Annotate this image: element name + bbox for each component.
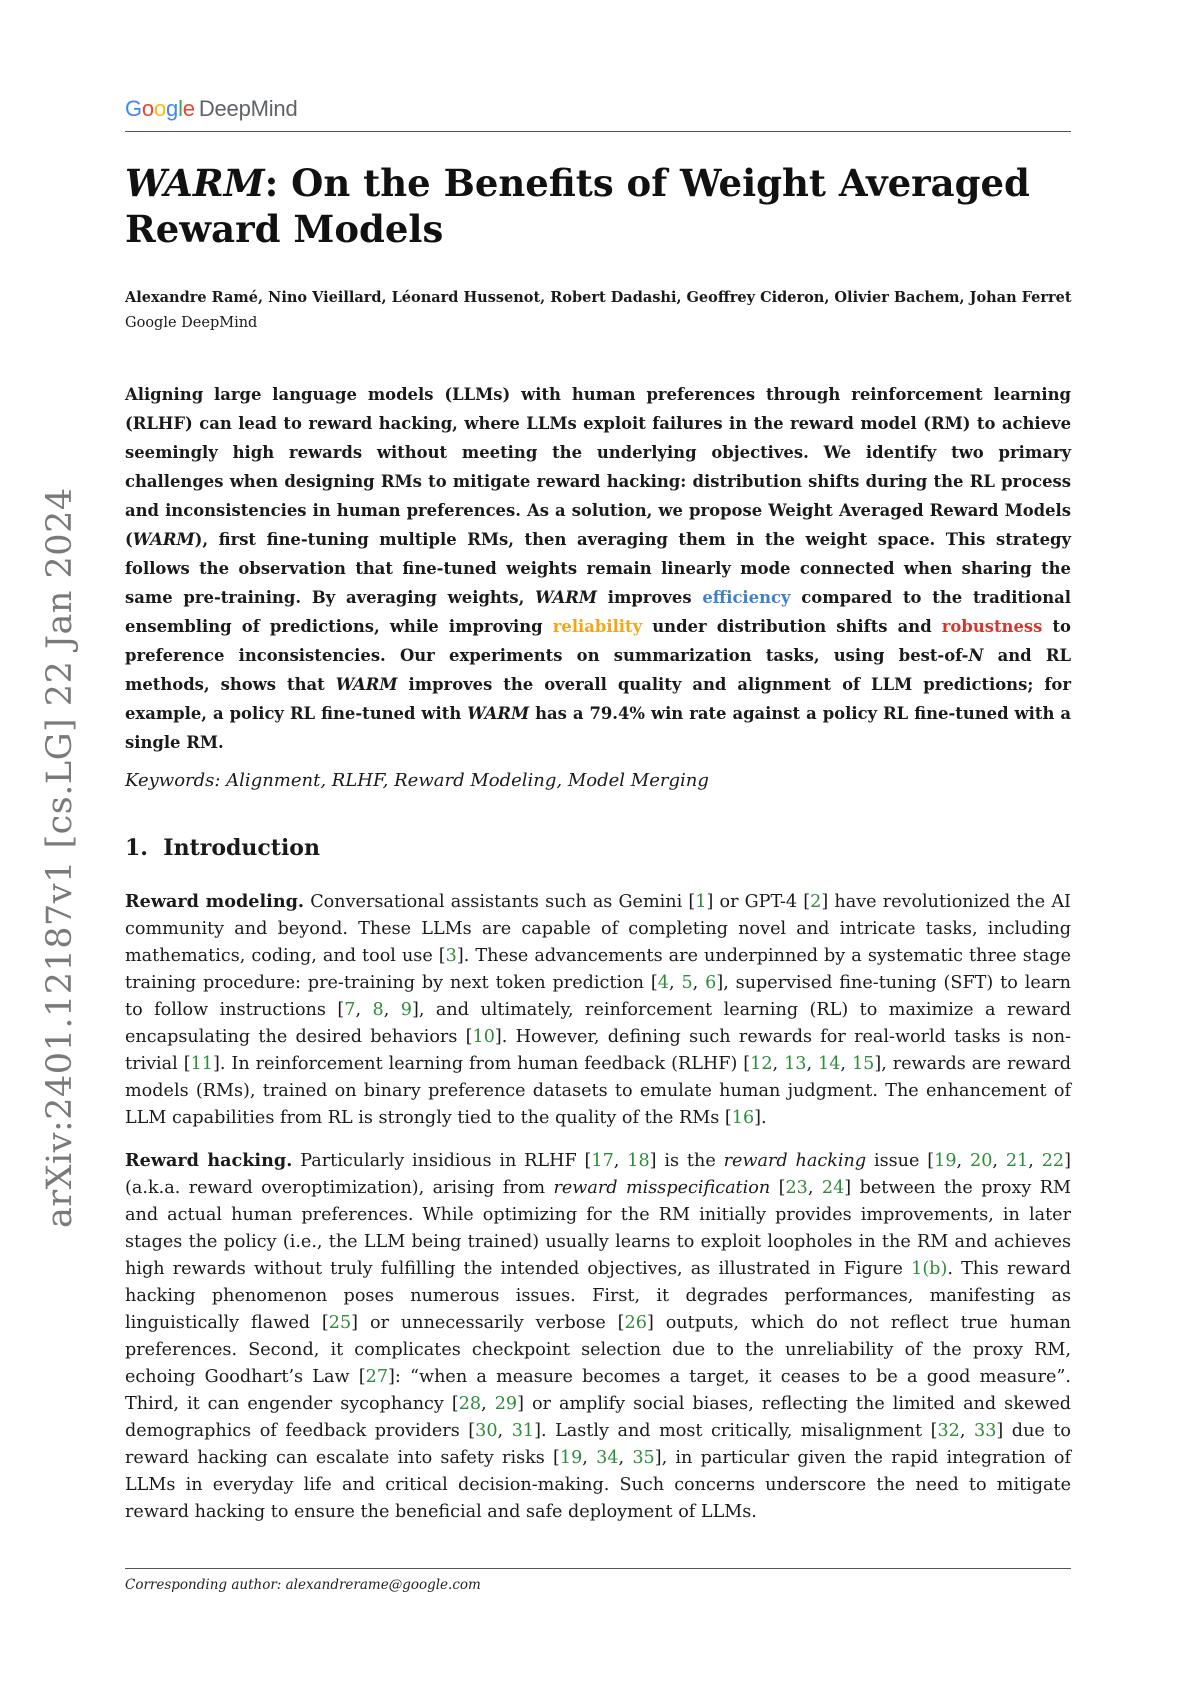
citation-link[interactable]: 12 [750, 1054, 773, 1074]
citation-link[interactable]: 31 [511, 1421, 535, 1441]
citation-link[interactable]: 27 [365, 1367, 389, 1387]
citation-link[interactable]: 34 [596, 1448, 619, 1468]
citation-link[interactable]: 3 [445, 946, 457, 966]
google-deepmind-logo: Google DeepMind [125, 96, 298, 121]
citation-link[interactable]: 9 [400, 1000, 412, 1020]
citation-link[interactable]: 33 [974, 1421, 997, 1441]
citation-link[interactable]: 4 [657, 973, 669, 993]
figure-reference-link[interactable]: 1(b) [911, 1259, 948, 1279]
efficiency-highlight: efficiency [702, 588, 791, 607]
citation-link[interactable]: 10 [472, 1027, 495, 1047]
citation-link[interactable]: 24 [821, 1178, 845, 1198]
title-line1-rest: : On the Benefits of Weight Averaged [264, 161, 1030, 205]
citation-link[interactable]: 19 [934, 1151, 957, 1171]
citation-link[interactable]: 11 [190, 1054, 213, 1074]
title-line2: Reward Models [125, 207, 444, 251]
robustness-highlight: robustness [941, 617, 1043, 636]
citation-link[interactable]: 25 [328, 1313, 352, 1333]
paragraph-reward-modeling: Reward modeling. Conversational assistants such as Gemini [1] or GPT-4 [2] have revolutionized the AI community and beyond. These LLMs are capable of completing novel and intricate tasks, including mathematics, coding, and tool use [3]. These advancements are underpinned by a systematic three stage training procedure: pre-training by next token prediction [4, 5, 6], supervised fine-tuning (SFT) to learn to follow instructions [7, 8, 9], and ultimately, reinforcement learning (RL) to maximize a reward encapsulating the desired behaviors [10]. However, defining such rewards for real-world tasks is non-trivial [11]. In reinforcement learning from human feedback (RLHF) [12, 13, 14, 15], rewards are reward models (RMs), trained on binary preference datasets to emulate human judgment. The enhancement of LLM capabilities from RL is strongly tied to the quality of the RMs [16]. [125, 891, 1072, 1128]
citation-link[interactable]: 17 [591, 1151, 614, 1171]
citation-link[interactable]: 18 [627, 1151, 650, 1171]
citation-link[interactable]: 8 [372, 1000, 384, 1020]
paragraph-heading: Reward modeling. [125, 891, 305, 912]
footnote-divider [125, 1568, 1071, 1569]
citation-link[interactable]: 7 [344, 1000, 356, 1020]
citation-link[interactable]: 14 [818, 1054, 841, 1074]
paper-title [125, 160, 1075, 252]
paragraph-reward-hacking: Reward hacking. Particularly insidious in RLHF [17, 18] is the reward hacking issue [19, 20, 21, 22] (a.k.a. reward overoptimization), arising from reward misspecification [23, 24] between the proxy RM and actual human preferences. While optimizing for the RM initially provides improvements, in later stages the policy (i.e., the LLM being trained) usually learns to exploit loopholes in the RM and achieves high rewards without truly fulfilling the intended objectives, as illustrated in Figure 1(b). This reward hacking phenomenon poses numerous issues. First, it degrades performances, manifesting as linguistically flawed [25] or unnecessarily verbose [26] outputs, which do not reflect true human preferences. Second, it complicates checkpoint selection due to the unreliability of the proxy RM, echoing Goodhart’s Law [27]: “when a measure becomes a target, it ceases to be a good measure”. Third, it can engender sycophancy [28, 29] or amplify social biases, reflecting the limited and skewed demographics of feedback providers [30, 31]. Lastly and most critically, misalignment [32, 33] due to reward hacking can escalate into safety risks [19, 34, 35], in particular given the rapid integration of LLMs in everyday life and critical decision-making. Such concerns underscore the need to mitigate reward hacking to ensure the beneficial and safe deployment of LLMs. [125, 1150, 1072, 1522]
arxiv-identifier-stamp: arXiv:2401.12187v1 [cs.LG] 22 Jan 2024 [40, 487, 80, 1228]
keywords: Keywords: Alignment, RLHF, Reward Modeling, Model Merging [125, 770, 709, 791]
citation-link[interactable]: 32 [937, 1421, 960, 1441]
citation-link[interactable]: 26 [624, 1313, 647, 1333]
abstract: Aligning large language models (LLMs) with human preferences through reinforcement learning (RLHF) can lead to reward hacking, where LLMs exploit failures in the reward model (RM) to achieve seemingly high rewards without meeting the underlying objectives. We identify two primary challenges when designing RMs to mitigate reward hacking: distribution shifts during the RL process and inconsistencies in human preferences. As a solution, we propose Weight Averaged Reward Models (WARM), first fine-tuning multiple RMs, then averaging them in the weight space. This strategy follows the observation that fine-tuned weights remain linearly mode connected when sharing the same pre-training. By averaging weights, WARM improves efficiency compared to the traditional ensembling of predictions, while improving reliability under distribution shifts and robustness to preference inconsistencies. Our experiments on summarization tasks, using best-of-N and RL methods, shows that WARM improves the overall quality and alignment of LLM predictions; for example, a policy RL fine-tuned with WARM has a 79.4% win rate against a policy RL fine-tuned with a single RM. [125, 385, 1072, 752]
reliability-highlight: reliability [552, 617, 643, 636]
citation-link[interactable]: 16 [731, 1108, 755, 1128]
citation-link[interactable]: 6 [705, 973, 717, 993]
citation-link[interactable]: 15 [851, 1054, 875, 1074]
citation-link[interactable]: 1 [695, 892, 707, 912]
citation-link[interactable]: 19 [559, 1448, 583, 1468]
header-divider [125, 131, 1071, 132]
citation-link[interactable]: 22 [1041, 1151, 1065, 1171]
citation-link[interactable]: 23 [785, 1178, 808, 1198]
author-list: Alexandre Ramé, Nino Vieillard, Léonard Hussenot, Robert Dadashi, Geoffrey Cideron, Olivier Bachem, Johan Ferret [125, 289, 1072, 306]
citation-link[interactable]: 5 [681, 973, 693, 993]
corresponding-author-footnote: Corresponding author: alexandrerame@google.com [125, 1577, 481, 1593]
section-heading-introduction: 1. Introduction [125, 835, 320, 861]
citation-link[interactable]: 28 [458, 1394, 482, 1414]
paragraph-heading: Reward hacking. [125, 1150, 293, 1171]
affiliation: Google DeepMind [125, 315, 258, 331]
citation-link[interactable]: 35 [632, 1448, 655, 1468]
citation-link[interactable]: 30 [475, 1421, 498, 1441]
logo-product-name: DeepMind [198, 96, 298, 121]
citation-link[interactable]: 21 [1005, 1151, 1029, 1171]
citation-link[interactable]: 2 [810, 892, 822, 912]
title-warm: WARM [125, 161, 265, 205]
citation-link[interactable]: 29 [494, 1394, 518, 1414]
citation-link[interactable]: 20 [970, 1151, 993, 1171]
citation-link[interactable]: 13 [784, 1054, 807, 1074]
